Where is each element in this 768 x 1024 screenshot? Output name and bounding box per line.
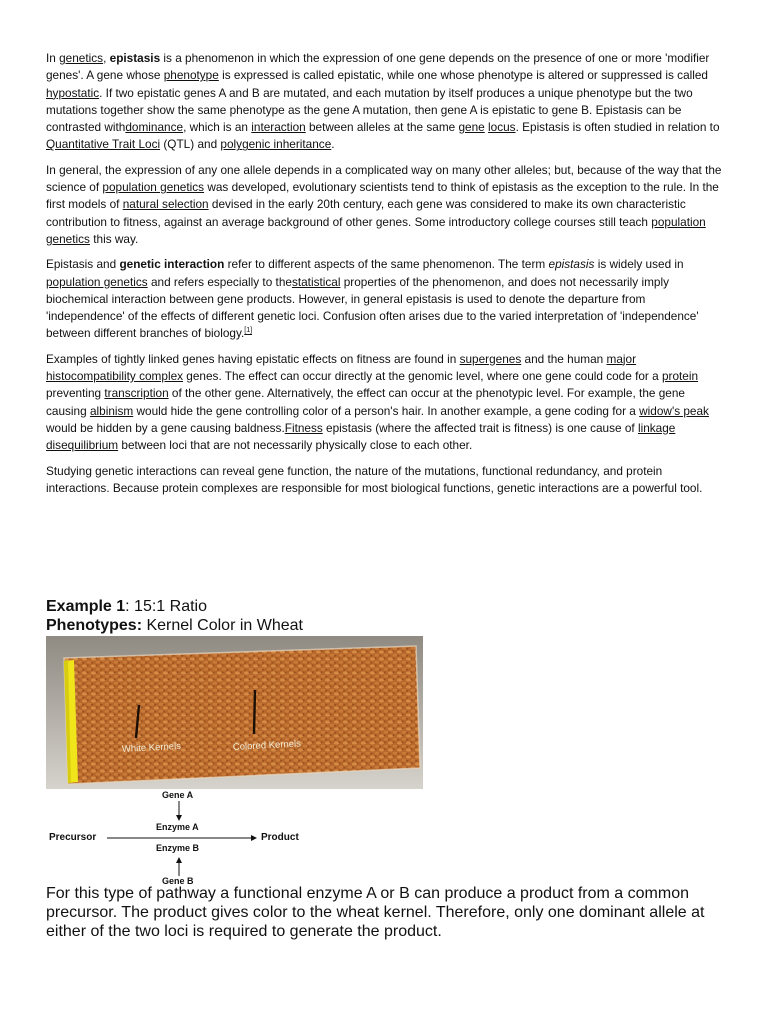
phenotypes-value: Kernel Color in Wheat <box>142 617 303 634</box>
label-white-kernels: White Kernels <box>121 740 182 755</box>
phenotypes-label: Phenotypes: <box>46 617 143 634</box>
link-phenotype[interactable]: phenotype <box>163 68 219 83</box>
link-locus[interactable]: locus <box>488 120 516 135</box>
text: , <box>103 51 110 65</box>
gene-a-label: Gene A <box>162 790 194 800</box>
text: and refers especially to the <box>147 274 292 289</box>
link-interaction[interactable]: interaction <box>251 120 306 135</box>
text: . If two epistatic genes A and B are mutated, and each mutation by itself produces a unique phenotype but the two mutations together show the same phenotype as the gene A mutation, then gene A is epistatic to gene B. Epistasis can be contrasted with <box>46 85 693 135</box>
paragraph-examples <box>46 351 724 455</box>
text: properties of the phenomenon, and does not necessarily imply biochemical interaction between gene products. However, in general epistasis is used to denote the departure from 'independence' of the effects of different genetic loci. Confusion often arises due to the varied interpretation of 'independence' between different branches of biology. <box>46 274 699 341</box>
link-protein[interactable]: protein <box>661 369 699 384</box>
example-title <box>46 597 646 616</box>
link-dominance[interactable]: dominance <box>125 120 184 135</box>
text: between alleles at the same <box>305 120 459 135</box>
text: refer to different aspects of the same phenomenon. The term <box>224 257 549 272</box>
text: In general, the expression of any one allele depends in a complicated way on many other alleles; but, because of the way that the science of <box>46 162 722 195</box>
phenotypes-line <box>46 616 646 635</box>
link-population-genetics[interactable]: population genetics <box>46 214 706 246</box>
link-natural-selection[interactable]: natural selection <box>122 197 209 212</box>
enzyme-a-label: Enzyme A <box>156 822 199 832</box>
article-body <box>46 50 724 505</box>
example-heading <box>46 597 646 635</box>
text: was developed, evolutionary scientists tend to think of epistasis as the exception to the rule. In the first models of <box>46 180 719 212</box>
text: Studying genetic interactions can reveal gene function, the nature of the mutations, functional redundancy, and protein interactions. Because protein complexes are responsible for most biological functions, genetic interactions are a powerful tool. <box>46 463 703 495</box>
text: , which is an <box>183 120 252 135</box>
gene-b-label: Gene B <box>162 876 194 886</box>
link-population-genetics[interactable]: population genetics <box>46 274 148 289</box>
term-genetic-interaction: genetic interaction <box>119 257 225 272</box>
enzyme-b-label: Enzyme B <box>156 843 200 853</box>
text: preventing <box>46 386 105 401</box>
paragraph-studying <box>46 463 724 498</box>
text: genes. The effect can occur directly at the genomic level, where one gene could code for a <box>183 369 662 384</box>
link-gene[interactable]: gene <box>458 120 485 135</box>
paragraph-genetic-interaction <box>46 256 724 342</box>
text: is expressed is called epistatic, while one whose phenotype is altered or suppressed is called <box>218 68 708 83</box>
link-fitness[interactable]: Fitness <box>284 420 323 435</box>
wheat-kernel-photo <box>46 636 423 789</box>
text: . <box>331 137 335 152</box>
text: In <box>46 51 60 65</box>
link-qtl[interactable]: Quantitative Trait Loci <box>46 137 161 152</box>
example-ratio: : 15:1 Ratio <box>125 598 207 615</box>
link-linkage-disequilibrium[interactable]: linkage disequilibrium <box>46 420 676 453</box>
link-polygenic-inheritance[interactable]: polygenic inheritance <box>220 137 332 152</box>
link-mhc[interactable]: major histocompatibility complex <box>46 351 636 384</box>
text: and the human <box>521 351 607 366</box>
text: this way. <box>89 231 139 246</box>
precursor-label: Precursor <box>49 832 97 843</box>
conclusion-text: For this type of pathway a functional enzyme A or B can produce a product from a common precursor. The product gives color to the wheat kernel. Therefore, only one dominant allele at either of the two loci is required to generate the product. <box>46 885 705 941</box>
term-epistasis: epistasis <box>109 51 161 65</box>
link-genetics[interactable]: genetics <box>59 51 104 65</box>
text: epistasis (where the affected trait is fitness) is one cause of <box>322 420 638 435</box>
link-hypostatic[interactable]: hypostatic <box>46 85 100 100</box>
link-transcription[interactable]: transcription <box>104 386 169 401</box>
link-statistical[interactable]: statistical <box>291 274 341 289</box>
pathway-diagram <box>46 788 346 888</box>
text: would be hidden by a gene causing baldness. <box>46 420 285 435</box>
text: (QTL) and <box>160 137 221 152</box>
label-colored-kernels: Colored Kernels <box>232 738 302 753</box>
link-albinism[interactable]: albinism <box>89 403 134 418</box>
example-label: Example 1 <box>46 598 126 615</box>
product-label: Product <box>261 832 299 843</box>
text: Examples of tightly linked genes having epistatic effects on fitness are found in <box>46 351 460 366</box>
text: is widely used in <box>594 257 684 272</box>
text: . Epistasis is often studied in relation to <box>515 120 720 135</box>
term-epistasis-italic: epistasis <box>548 257 595 272</box>
link-widows-peak[interactable]: widow's peak <box>639 403 709 418</box>
paragraph-general <box>46 162 724 248</box>
paragraph-intro <box>46 50 724 154</box>
citation-link[interactable]: [1] <box>244 327 253 335</box>
text: between loci that are not necessarily physically close to each other. <box>118 438 473 453</box>
text: Epistasis and <box>46 257 120 272</box>
text: is a phenomenon in which the expression of one gene depends on the presence of one or more 'modifier genes'. A gene whose <box>46 51 710 83</box>
link-population-genetics[interactable]: population genetics <box>102 180 205 195</box>
text: of the other gene. Alternatively, the effect can occur at the phenotypic level. For example, the gene causing <box>46 386 685 418</box>
text: devised in the early 20th century, each gene was considered to make its own characteristic contribution to fitness, against an average background of other genes. Some introductory college courses still teach <box>46 197 686 229</box>
link-supergenes[interactable]: supergenes <box>459 351 522 366</box>
text: would hide the gene controlling color of a person's hair. In another example, a gene coding for a <box>133 403 640 418</box>
